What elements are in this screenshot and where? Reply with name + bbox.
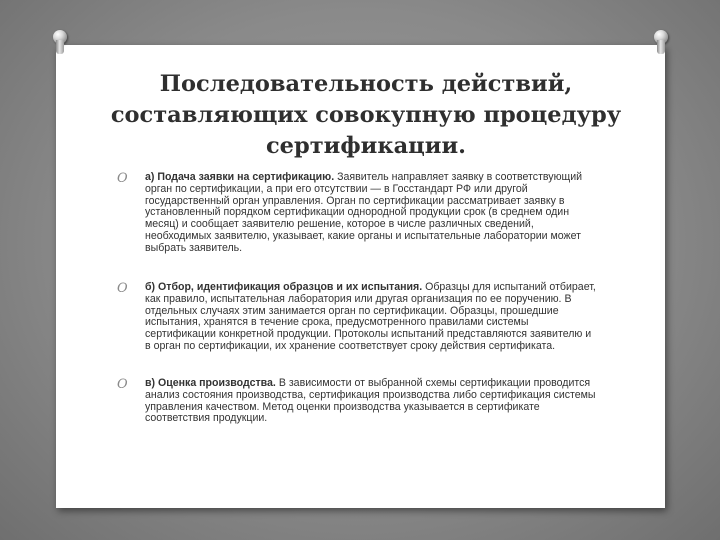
bullet-icon: O — [117, 171, 128, 186]
pushpin-icon — [654, 30, 668, 56]
list-item-production-assessment — [145, 378, 597, 425]
list-item-text: Образцы для испытаний отбирает, как правило, испытательная лаборатория или другая организация по ее поручению. В отдельных случаях этим занимается орган по сертификации. Образцы, прошедшие испытания, хранятся в течение срока, предусмотренного правилами системы сертификации конкретной продукции. Протоколы испытаний представляются заявителю и в орган по сертификации, их хранение соответствует сроку действия сертификата. — [145, 281, 596, 352]
pushpin-icon — [53, 30, 67, 56]
list-item-text: В зависимости от выбранной схемы сертификации проводится анализ состояния производства, сертификация производства либо сертификация системы управления качеством. Метод оценки производства указывается в сертификате соответствия продукции. — [145, 377, 596, 425]
slide-title: Последовательность действий, составляющих совокупную процедуру сертификации. — [110, 71, 622, 159]
bullet-icon: O — [117, 281, 128, 296]
list-item-text: Заявитель направляет заявку в соответствующий орган по сертификации, а при его отсутствии — в Госстандарт РФ или другой государственный орган управления. Орган по сертификации рассматривает заявку в установленный порядком сертификации однородной продукции срок (в среднем один месяц) и сообщает заявителю решение, которое в числе различных сведений, необходимых заявителю, указывает, какие органы и испытательные лаборатории может выбрать заявитель. — [145, 171, 583, 254]
list-item-application — [145, 172, 597, 255]
bullet-icon: O — [117, 377, 128, 392]
list-item-heading: а) Подача заявки на сертификацию. — [145, 171, 335, 183]
list-item-sampling — [145, 282, 597, 353]
list-item-heading: в) Оценка производства. — [145, 377, 276, 389]
list-item-heading: б) Отбор, идентификация образцов и их испытания. — [145, 281, 423, 293]
